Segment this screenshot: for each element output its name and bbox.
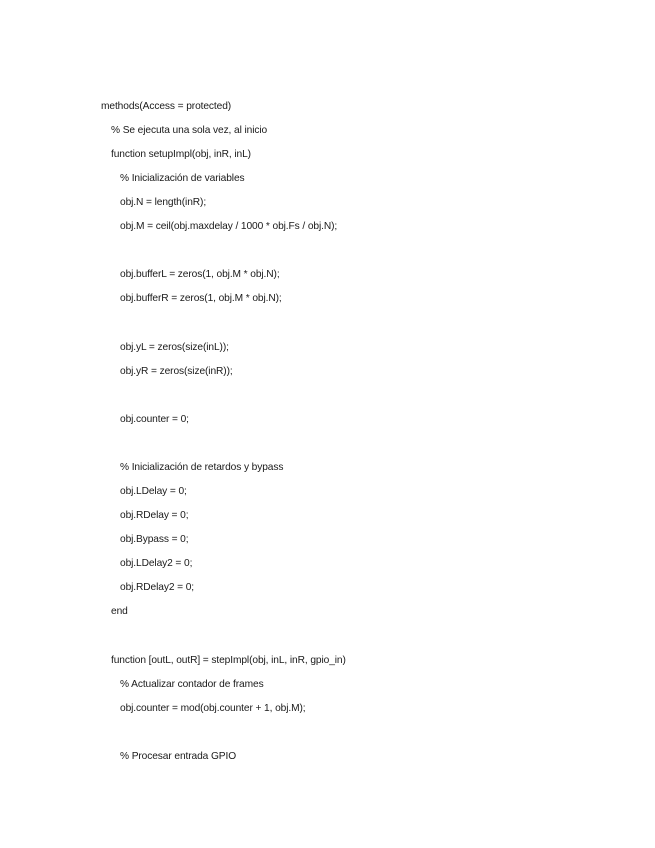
code-line: obj.counter = 0;	[120, 414, 189, 425]
code-line-comment: % Actualizar contador de frames	[120, 679, 264, 690]
code-line: obj.yR = zeros(size(inR));	[120, 366, 233, 377]
code-line-end: end	[111, 606, 128, 617]
code-line-comment: % Inicialización de variables	[120, 173, 245, 184]
code-line: obj.Bypass = 0;	[120, 534, 189, 545]
code-line-comment: % Procesar entrada GPIO	[120, 751, 237, 762]
code-line: obj.counter = mod(obj.counter + 1, obj.M);	[120, 703, 306, 714]
code-line: obj.RDelay2 = 0;	[120, 582, 195, 593]
code-line: obj.yL = zeros(size(inL));	[120, 342, 229, 353]
code-line-function-setup: function setupImpl(obj, inR, inL)	[111, 149, 251, 160]
code-line: obj.M = ceil(obj.maxdelay / 1000 * obj.Fs / obj.N);	[120, 221, 338, 232]
code-line-methods: methods(Access = protected)	[101, 101, 232, 112]
code-line: obj.bufferL = zeros(1, obj.M * obj.N);	[120, 269, 280, 280]
code-line: obj.bufferR = zeros(1, obj.M * obj.N);	[120, 293, 282, 304]
code-line: obj.LDelay2 = 0;	[120, 558, 193, 569]
code-line: obj.LDelay = 0;	[120, 486, 187, 497]
code-line-function-step: function [outL, outR] = stepImpl(obj, inL, inR, gpio_in)	[111, 655, 346, 666]
code-line: obj.RDelay = 0;	[120, 510, 189, 521]
code-line: obj.N = length(inR);	[120, 197, 207, 208]
code-line-comment: % Se ejecuta una sola vez, al inicio	[111, 125, 268, 136]
code-line-comment: % Inicialización de retardos y bypass	[120, 462, 284, 473]
